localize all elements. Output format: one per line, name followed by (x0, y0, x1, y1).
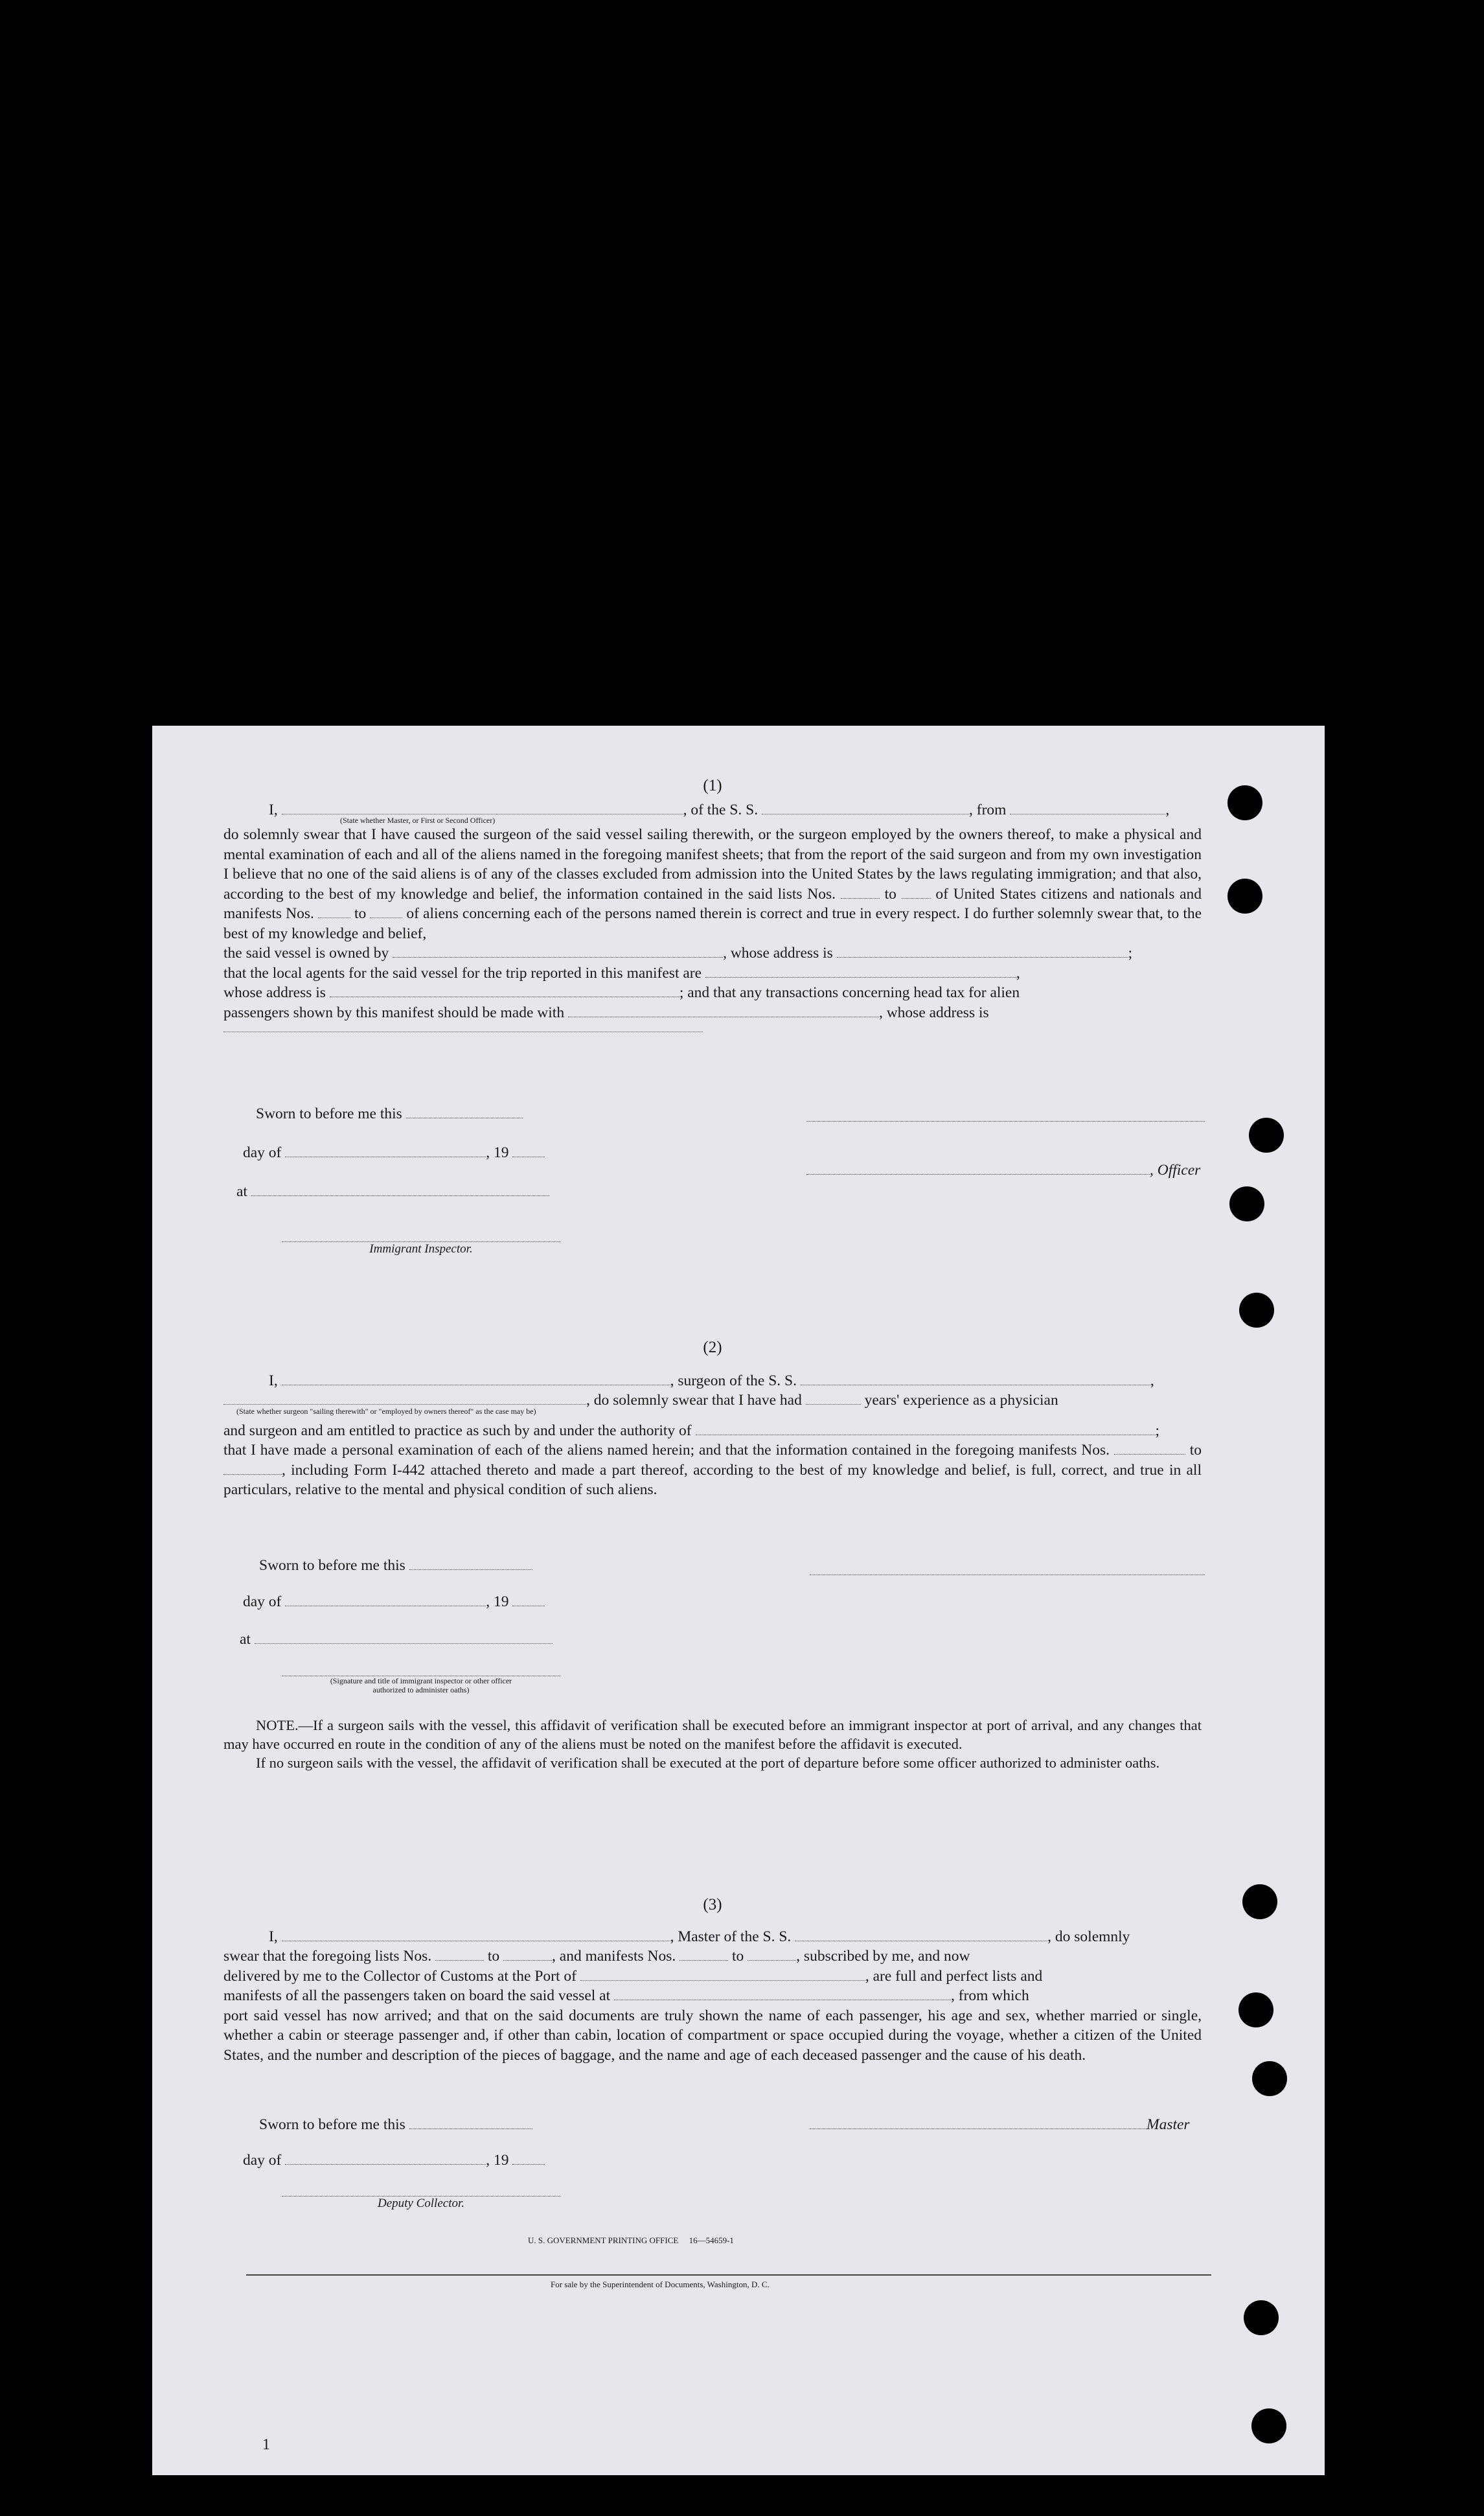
page-mark: 1 (262, 2436, 270, 2453)
officer-rank-caption: (State whether Master, or First or Second Officer) (340, 816, 496, 825)
master-lists-from[interactable] (435, 1947, 484, 1961)
owner-address-field[interactable] (837, 944, 1128, 958)
punch-hole (1242, 1884, 1277, 1919)
master-line-2: swear that the foregoing lists Nos. to , and manifests Nos. to , subscribed by me, and now (223, 1948, 970, 1965)
section-number: (1) (703, 777, 722, 794)
sworn-line-3: Sworn to before me this (259, 2116, 532, 2134)
section-number: (2) (703, 1339, 722, 1356)
punch-hole (1227, 879, 1262, 914)
owner-line: the said vessel is owned by , whose address is ; (223, 945, 1133, 962)
sworn-day-field[interactable] (406, 1105, 523, 1118)
master-signature-field[interactable] (810, 2116, 1147, 2129)
surgeon-manifests-from[interactable] (1114, 1441, 1185, 1455)
sworn-line-1: Sworn to before me this (256, 1105, 523, 1123)
year-field-2[interactable] (512, 1593, 545, 1606)
head-tax-party-field[interactable] (568, 1004, 879, 1017)
punch-hole (1249, 1118, 1284, 1153)
printing-office-imprint: U. S. GOVERNMENT PRINTING OFFICE 16—54659-1 (528, 2235, 734, 2245)
surgeon-note: NOTE.—If a surgeon sails with the vessel, this affidavit of verification shall be executed before an immigrant inspector at port of arrival, and any changes that may have occurred en route in the condition of any of the aliens must be noted on the manifest before the affidavit is executed. If no surgeon sails with the vessel, the affidavit of verification shall be executed at the port of departure before some officer authorized to administer oaths. (223, 1717, 1202, 1771)
punch-hole (1239, 1293, 1274, 1328)
punch-hole (1239, 1992, 1273, 2027)
surgeon-capacity-field[interactable] (223, 1391, 586, 1405)
surgeon-vessel-field[interactable] (801, 1372, 1150, 1385)
punch-hole (1251, 2408, 1286, 2443)
oath-officer-signature: (Signature and title of immigrant inspector or other officer authorized to administer oaths) (282, 1672, 560, 1694)
sworn-line-2: Sworn to before me this (259, 1556, 532, 1575)
head-tax-line: passengers shown by this manifest should be made with , whose address is (223, 1004, 989, 1021)
officer-signature-line: , Officer (806, 1161, 1200, 1179)
punch-hole (1252, 2061, 1287, 2096)
lists-from-field[interactable] (841, 885, 880, 899)
surgeon-line-1: I, , surgeon of the S. S. , (269, 1372, 1154, 1389)
oath-body: do solemnly swear that I have caused the surgeon of the said vessel sailing therewith, or the surgeon employed by the owners thereof, to make a physical and mental examination of each and all of the aliens named in the foregoing manifest sheets; that from the report of the said surgeon and from my own investigation I believe that no one of the said aliens is of any of the classes excluded from admission into the United States by the laws regulating immigration; and that also, according to the best of my knowledge and belief, the information contained in the said lists Nos. to of United States citizens and nationals and manifests Nos. to of aliens concerning each of the persons named therein is correct and true in every respect. I do further solemnly swear that, to the best of my knowledge and belief, (223, 826, 1202, 942)
surgeon-name-field[interactable] (282, 1372, 670, 1385)
affidavit-master (223, 776, 1202, 1032)
owner-field[interactable] (393, 944, 723, 958)
authority-field[interactable] (696, 1422, 1156, 1435)
deputy-collector-signature: Deputy Collector. (282, 2187, 560, 2211)
place-field[interactable] (251, 1183, 549, 1196)
authority-line: and surgeon and am entitled to practice as such by and under the authority of ; (223, 1422, 1160, 1439)
port-from-field[interactable] (1010, 801, 1165, 814)
day-line-1: day of , 19 (243, 1144, 545, 1162)
inspector-signature-field[interactable] (282, 1231, 560, 1242)
master-manifests-from[interactable] (679, 1947, 728, 1961)
head-tax-address-field[interactable] (223, 1022, 703, 1032)
embark-port-field[interactable] (614, 1987, 951, 2000)
year-field[interactable] (512, 1144, 545, 1157)
officer-name-field[interactable] (282, 801, 683, 814)
agents-address-line: whose address is ; and that any transactions concerning head tax for alien (223, 984, 1020, 1001)
master-line-4: manifests of all the passengers taken on board the said vessel at , from which (223, 1987, 1029, 2004)
manifests-to-field[interactable] (370, 905, 402, 918)
agents-address-field[interactable] (330, 984, 679, 997)
day-month-field-3[interactable] (285, 2151, 486, 2165)
at-line-1: at (236, 1183, 549, 1201)
agents-line: that the local agents for the said vessel for the trip reported in this manifest are , (223, 964, 1020, 982)
year-field-3[interactable] (512, 2151, 545, 2165)
master-lists-to[interactable] (503, 1947, 552, 1961)
officer-signature-top[interactable] (806, 1108, 1205, 1122)
master-line-1: I, , Master of the S. S. , do solemnly (269, 1928, 1130, 1945)
surgeon-line-2: , do solemnly swear that I have had years' experience as a physician (223, 1391, 1202, 1411)
lists-to-field[interactable] (902, 885, 931, 899)
oath-officer-signature-field[interactable] (282, 1672, 560, 1676)
sale-notice: For sale by the Superintendent of Documents, Washington, D. C. (551, 2279, 770, 2289)
master-line-3: delivered by me to the Collector of Customs at the Port of , are full and perfect lists and (223, 1967, 1043, 1985)
surgeon-manifests-to[interactable] (223, 1461, 282, 1475)
place-field-2[interactable] (255, 1630, 553, 1644)
deputy-collector-signature-field[interactable] (282, 2187, 560, 2197)
inspector-signature: Immigrant Inspector. (282, 1231, 560, 1256)
surgeon-body: that I have made a personal examination of each of the aliens named herein; and that the information contained in the foregoing manifests Nos. to , including Form I-442 attached thereto and made a part thereof, according to the best of my knowledge and belief, is full, correct, and true in all particulars, relative to the mental and physical condition of such aliens. (223, 1442, 1202, 1498)
agents-field[interactable] (705, 964, 1016, 978)
affidavit-master-arrival (223, 1895, 1202, 2065)
master-manifests-to[interactable] (748, 1947, 796, 1961)
years-experience-field[interactable] (806, 1391, 861, 1405)
day-line-2: day of , 19 (243, 1593, 545, 1611)
at-line-2: at (240, 1630, 553, 1648)
vessel-name-field[interactable] (762, 801, 969, 814)
manifests-from-field[interactable] (318, 905, 350, 918)
punch-hole (1244, 2300, 1279, 2335)
footer-rule (246, 2274, 1211, 2276)
master-signature-line: Master (810, 2116, 1190, 2134)
affidavit-surgeon (223, 1338, 1202, 1500)
master-name-field[interactable] (282, 1928, 670, 1941)
section-number: (3) (703, 1896, 722, 1913)
sworn-day-field-2[interactable] (409, 1556, 532, 1570)
surgeon-signature-field[interactable] (810, 1562, 1205, 1575)
officer-signature-field[interactable] (806, 1161, 1150, 1175)
master-vessel-field[interactable] (795, 1928, 1047, 1941)
day-line-3: day of , 19 (243, 2151, 545, 2169)
punch-hole (1229, 1186, 1264, 1221)
master-body: port said vessel has now arrived; and that on the said documents are truly shown the name of each passenger, his age and sex, whether married or single, whether a cabin or steerage passenger and, if other than cabin, location of compartment or space occupied during the voyage, whether a citizen of the United States, and the number and description of the pieces of baggage, and the name and age of each deceased passenger and the cause of his death. (223, 2007, 1202, 2064)
sworn-day-field-3[interactable] (409, 2116, 532, 2129)
day-month-field-2[interactable] (285, 1593, 486, 1606)
form-page (152, 726, 1325, 2475)
oath-line-1: I, , of the S. S. , from , (269, 801, 1170, 818)
punch-hole (1227, 785, 1262, 820)
surgeon-capacity-caption: (State whether surgeon "sailing therewith" or "employed by owners thereof" as the case may be) (236, 1406, 536, 1416)
day-month-field[interactable] (285, 1144, 486, 1157)
customs-port-field[interactable] (580, 1967, 865, 1981)
